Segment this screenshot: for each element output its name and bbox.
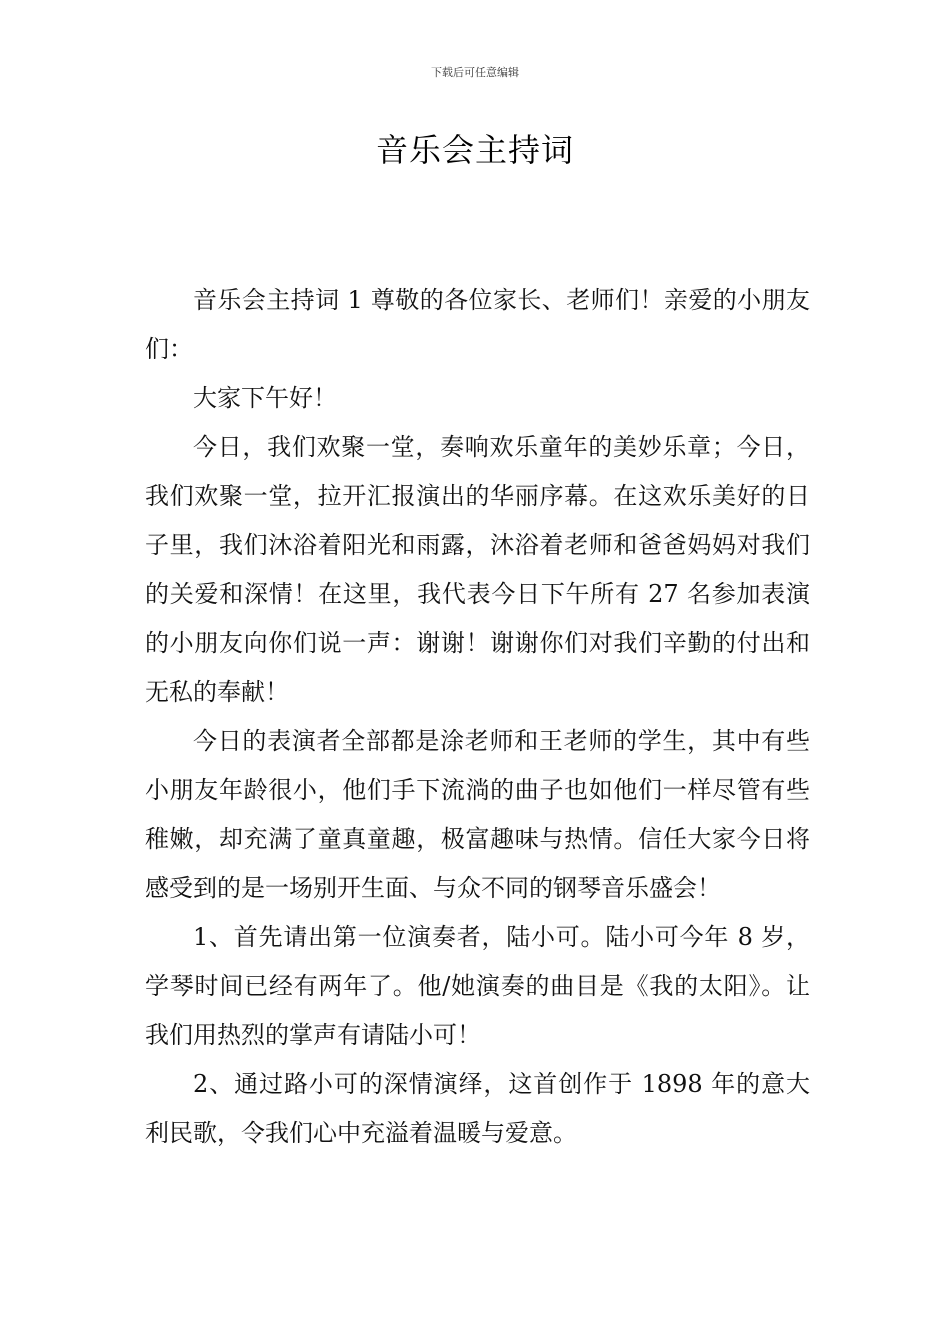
paragraph-performers-intro: 今日的表演者全部都是涂老师和王老师的学生，其中有些小朋友年龄很小，他们手下流淌的曲子也如他们一样尽管有些稚嫩，却充满了童真童趣，极富趣味与热情。信任大家今日将感受到的是一场别开生面、与众不同的钢琴音乐盛会！ [145, 727, 810, 902]
paragraph-good-afternoon: 大家下午好！ [193, 384, 337, 412]
paragraph-first-performer: 1、首先请出第一位演奏者，陆小可。陆小可今年 8 岁，学琴时间已经有两年了。他/她演奏的曲目是《我的太阳》。让我们用热烈的掌声有请陆小可！ [145, 923, 810, 1049]
paragraph-second-item: 2、通过路小可的深情演绎，这首创作于 1898 年的意大利民歌，令我们心中充溢着温暖与爱意。 [145, 1070, 810, 1147]
document-body [145, 276, 810, 1158]
paragraph-intro-greeting: 音乐会主持词 1 尊敬的各位家长、老师们！亲爱的小朋友们： [145, 286, 810, 363]
header-note: 下载后可任意编辑 [431, 66, 519, 79]
paragraph-opening-remarks: 今日，我们欢聚一堂，奏响欢乐童年的美妙乐章；今日，我们欢聚一堂，拉开汇报演出的华丽序幕。在这欢乐美好的日子里，我们沐浴着阳光和雨露，沐浴着老师和爸爸妈妈对我们的关爱和深情！在这里，我代表今日下午所有 27 名参加表演的小朋友向你们说一声：谢谢！谢谢你们对我们辛勤的付出和无私的奉献！ [145, 433, 810, 706]
document-title: 音乐会主持词 [375, 131, 574, 169]
